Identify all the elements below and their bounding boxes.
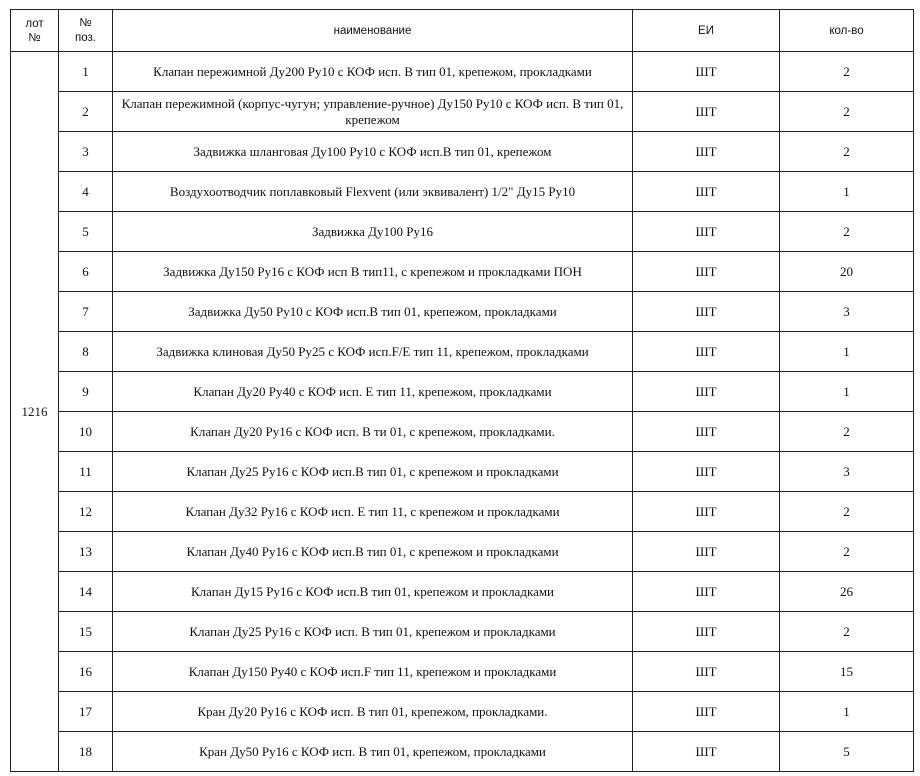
unit-cell: ШТ: [633, 532, 780, 572]
table-row: [11, 172, 914, 212]
quantity-cell: 1: [780, 332, 914, 372]
specification-table: [10, 9, 914, 772]
table-row: [11, 132, 914, 172]
position-cell: 14: [59, 572, 113, 612]
quantity-cell: 2: [780, 412, 914, 452]
lot-number-header: [11, 10, 59, 52]
quantity-cell: 2: [780, 532, 914, 572]
item-name-cell: Задвижка клиновая Ду50 Ру25 с КОФ исп.F/E тип 11, крепежом, прокладками: [113, 332, 633, 372]
item-name-cell: Клапан Ду20 Ру16 с КОФ исп. В ти 01, с крепежом, прокладками.: [113, 412, 633, 452]
item-name-cell: Задвижка Ду150 Ру16 с КОФ исп В тип11, с крепежом и прокладками ПОН: [113, 252, 633, 292]
quantity-cell: 2: [780, 92, 914, 132]
unit-cell: ШТ: [633, 732, 780, 772]
table-row: [11, 212, 914, 252]
item-name-cell: Задвижка шланговая Ду100 Ру10 с КОФ исп.В тип 01, крепежом: [113, 132, 633, 172]
item-name-cell: Задвижка Ду100 Ру16: [113, 212, 633, 252]
table-row: [11, 332, 914, 372]
position-cell: 5: [59, 212, 113, 252]
item-name-cell: Клапан Ду15 Ру16 с КОФ исп.В тип 01, крепежом и прокладками: [113, 572, 633, 612]
pos-header-line1: №: [79, 16, 92, 29]
table-row: [11, 692, 914, 732]
lot-number-cell: 1216: [11, 52, 59, 772]
table-row: [11, 292, 914, 332]
position-number-header: [59, 10, 113, 52]
position-cell: 2: [59, 92, 113, 132]
quantity-cell: 2: [780, 612, 914, 652]
quantity-cell: 15: [780, 652, 914, 692]
quantity-cell: 2: [780, 212, 914, 252]
position-cell: 13: [59, 532, 113, 572]
item-name-cell: Задвижка Ду50 Ру10 с КОФ исп.В тип 01, крепежом, прокладками: [113, 292, 633, 332]
unit-cell: ШТ: [633, 652, 780, 692]
table-row: [11, 252, 914, 292]
position-cell: 3: [59, 132, 113, 172]
position-cell: 16: [59, 652, 113, 692]
item-name-cell: Воздухоотводчик поплавковый Flexvent (или эквивалент) 1/2" Ду15 Ру10: [113, 172, 633, 212]
table-row: [11, 92, 914, 132]
position-cell: 15: [59, 612, 113, 652]
table-row: [11, 572, 914, 612]
table-row: [11, 732, 914, 772]
quantity-cell: 1: [780, 172, 914, 212]
item-name-cell: Клапан пережимной (корпус-чугун; управление-ручное) Ду150 Ру10 с КОФ исп. В тип 01, крепежом: [113, 92, 633, 132]
lot-header-line1: лот: [25, 17, 44, 30]
position-cell: 1: [59, 52, 113, 92]
item-name-cell: Кран Ду50 Ру16 с КОФ исп. В тип 01, крепежом, прокладками: [113, 732, 633, 772]
position-cell: 10: [59, 412, 113, 452]
unit-cell: ШТ: [633, 572, 780, 612]
position-cell: 11: [59, 452, 113, 492]
item-name-cell: Клапан Ду20 Ру40 с КОФ исп. Е тип 11, крепежом, прокладками: [113, 372, 633, 412]
unit-cell: ШТ: [633, 452, 780, 492]
quantity-cell: 2: [780, 52, 914, 92]
item-name-cell: Клапан Ду150 Ру40 с КОФ исп.F тип 11, крепежом и прокладками: [113, 652, 633, 692]
quantity-cell: 5: [780, 732, 914, 772]
quantity-cell: 2: [780, 492, 914, 532]
position-cell: 4: [59, 172, 113, 212]
table-header: [11, 10, 914, 52]
item-name-cell: Клапан Ду32 Ру16 с КОФ исп. Е тип 11, с крепежом и прокладками: [113, 492, 633, 532]
item-name-cell: Клапан Ду25 Ру16 с КОФ исп. В тип 01, крепежом и прокладками: [113, 612, 633, 652]
quantity-cell: 2: [780, 132, 914, 172]
unit-cell: ШТ: [633, 492, 780, 532]
lot-header-line2: №: [28, 31, 41, 44]
table-row: [11, 652, 914, 692]
table-row: [11, 52, 914, 92]
position-cell: 8: [59, 332, 113, 372]
quantity-header: кол-во: [780, 10, 914, 52]
unit-cell: ШТ: [633, 52, 780, 92]
item-name-cell: Клапан пережимной Ду200 Ру10 с КОФ исп. В тип 01, крепежом, прокладками: [113, 52, 633, 92]
position-cell: 18: [59, 732, 113, 772]
unit-cell: ШТ: [633, 372, 780, 412]
table-row: [11, 492, 914, 532]
position-cell: 7: [59, 292, 113, 332]
table-row: [11, 532, 914, 572]
quantity-cell: 26: [780, 572, 914, 612]
header-row: [11, 10, 914, 52]
item-name-cell: Клапан Ду40 Ру16 с КОФ исп.В тип 01, с крепежом и прокладками: [113, 532, 633, 572]
table-row: [11, 612, 914, 652]
table-row: [11, 452, 914, 492]
position-cell: 6: [59, 252, 113, 292]
item-name-cell: Клапан Ду25 Ру16 с КОФ исп.В тип 01, с крепежом и прокладками: [113, 452, 633, 492]
unit-cell: ШТ: [633, 212, 780, 252]
position-cell: 12: [59, 492, 113, 532]
position-cell: 17: [59, 692, 113, 732]
unit-cell: ШТ: [633, 692, 780, 732]
name-header: наименование: [113, 10, 633, 52]
quantity-cell: 3: [780, 292, 914, 332]
unit-header: ЕИ: [633, 10, 780, 52]
quantity-cell: 1: [780, 692, 914, 732]
unit-cell: ШТ: [633, 92, 780, 132]
table-row: [11, 412, 914, 452]
quantity-cell: 20: [780, 252, 914, 292]
table-row: [11, 372, 914, 412]
item-name-cell: Кран Ду20 Ру16 с КОФ исп. В тип 01, крепежом, прокладками.: [113, 692, 633, 732]
unit-cell: ШТ: [633, 612, 780, 652]
unit-cell: ШТ: [633, 172, 780, 212]
quantity-cell: 3: [780, 452, 914, 492]
table-body: [11, 52, 914, 772]
unit-cell: ШТ: [633, 132, 780, 172]
position-cell: 9: [59, 372, 113, 412]
unit-cell: ШТ: [633, 292, 780, 332]
unit-cell: ШТ: [633, 252, 780, 292]
unit-cell: ШТ: [633, 332, 780, 372]
unit-cell: ШТ: [633, 412, 780, 452]
quantity-cell: 1: [780, 372, 914, 412]
pos-header-line2: поз.: [75, 31, 96, 44]
